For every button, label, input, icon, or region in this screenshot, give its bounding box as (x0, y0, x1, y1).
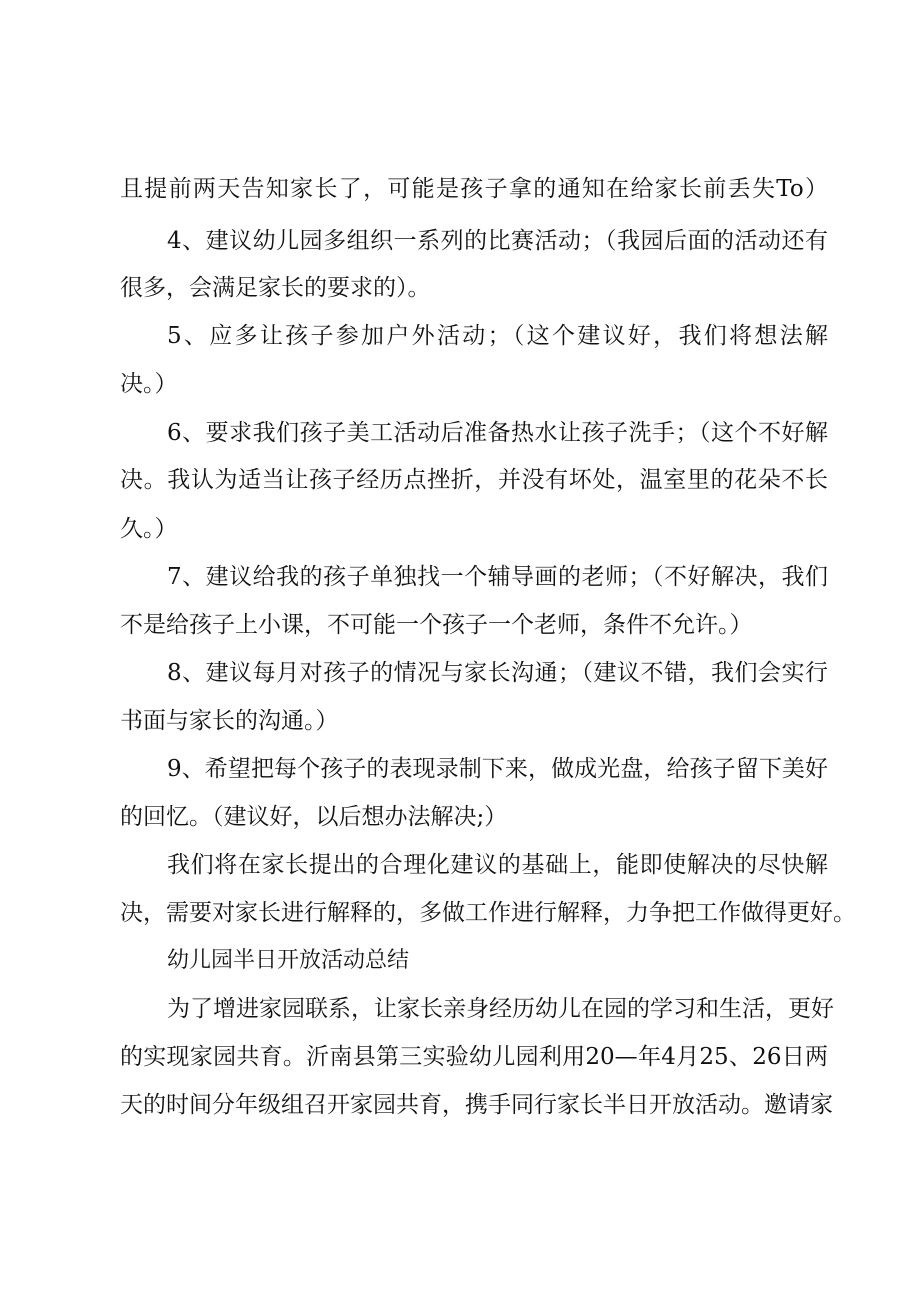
paragraph-line: 决，需要对家长进行解释的，多做工作进行解释，力争把工作做得更好。 (120, 900, 856, 926)
list-item-5: 5、应多让孩子参加户外活动；（这个建议好，我们将想法解 (167, 323, 828, 349)
text-line: 决。我认为适当让孩子经历点挫折，并没有坏处，温室里的花朵不长 (120, 467, 828, 493)
list-item-8: 8、建议每月对孩子的情况与家长沟通；（建议不错，我们会实行 (167, 660, 828, 686)
paragraph-line: 的实现家园共育。沂南县第三实验幼儿园利用20—年4月25、26日两 (120, 1044, 828, 1070)
paragraph-line: 天的时间分年级组召开家园共育，携手同行家长半日开放活动。邀请家 (120, 1092, 833, 1118)
text-line: 决。） (120, 371, 178, 397)
paragraph-line: 我们将在家长提出的合理化建议的基础上，能即使解决的尽快解 (167, 852, 828, 878)
text-line: 久。） (120, 516, 178, 542)
list-item-4: 4、建议幼儿园多组织一系列的比赛活动；（我园后面的活动还有 (167, 228, 828, 254)
text-line: 很多，会满足家长的要求的）。 (120, 275, 431, 301)
text-line: 的回忆。（建议好，以后想办法解决;） (120, 804, 508, 830)
text-line: 且提前两天告知家长了，可能是孩子拿的通知在给家长前丢失To） (120, 176, 828, 202)
list-item-9: 9、希望把每个孩子的表现录制下来，做成光盘，给孩子留下美好 (167, 756, 828, 782)
paragraph-line: 为了增进家园联系，让家长亲身经历幼儿在园的学习和生活，更好 (167, 996, 834, 1022)
list-item-6: 6、要求我们孩子美工活动后准备热水让孩子洗手；（这个不好解 (167, 420, 828, 446)
list-item-7: 7、建议给我的孩子单独找一个辅导画的老师；（不好解决，我们 (167, 564, 828, 590)
text-line: 不是给孩子上小课，不可能一个孩子一个老师，条件不允许。） (120, 612, 753, 638)
text-line: 书面与家长的沟通。） (120, 708, 339, 734)
section-heading: 幼儿园半日开放活动总结 (167, 948, 410, 973)
